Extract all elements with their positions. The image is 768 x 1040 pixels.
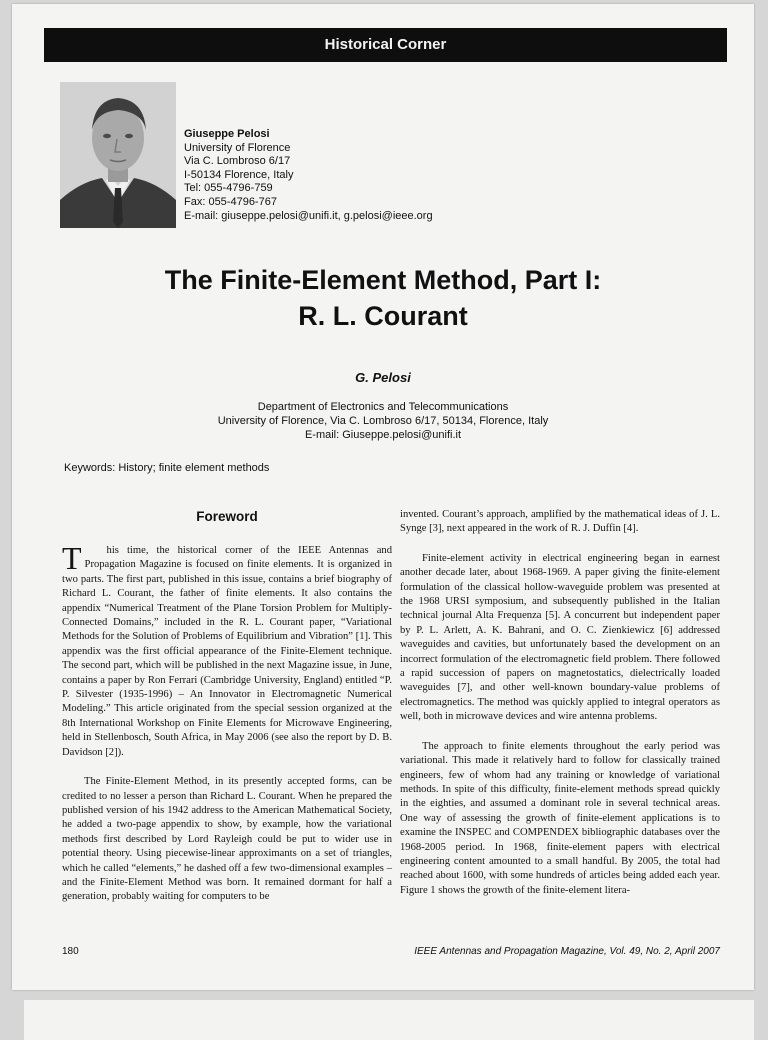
title-line-2: R. L. Courant	[298, 301, 468, 331]
article-title	[12, 262, 754, 334]
author-institution: University of Florence	[184, 141, 291, 154]
drop-cap: T	[62, 540, 82, 576]
author-street: Via C. Lombroso 6/17	[184, 155, 291, 168]
byline: G. Pelosi	[355, 370, 411, 385]
author-email: E-mail: giuseppe.pelosi@unifi.it, g.pelosi@ieee.org	[184, 209, 433, 222]
right-paragraph-2: Finite-element activity in electrical engineering began in earnest another decade later, about 1968-1969. A paper giving the finite-element formulation of the classical hollow-waveguide problem was presented at the 1968 URSI symposium, and subsequently published in the Italian technical journal Alta Frequenza [5]. A concurrent but independent paper by P. L. Arlett, A. K. Bahrani, and O. C. Zienkiewicz [6] addressed waveguides and cavities, but unfortunately based the development on an incorrect formulation of the electromagnetic field problem. There followed a rapid succession of papers on magnetostatics, dielectrically loaded waveguides [7], and other well-known boundary-value problems of electromagnetics. The method was quickly applied to integral operators as well, both in microwave devices and wire antenna problems.	[400, 552, 720, 723]
right-column	[400, 508, 720, 898]
page-number: 180	[62, 946, 79, 957]
journal-page	[12, 4, 754, 990]
author-tel: Tel: 055-4796-759	[184, 182, 273, 195]
author-name: Giuseppe Pelosi	[184, 128, 270, 140]
foreword-paragraph-1	[62, 540, 392, 760]
affiliation-dept: Department of Electronics and Telecommunications	[257, 401, 509, 413]
foreword-paragraph-2: The Finite-Element Method, in its presently accepted forms, can be credited to no lesser a person than Richard L. Courant. When he prepared the published version of his 1942 address to the American Mathematical Society, he added a two-page appendix to show, by example, how the variational methods first described by Lord Rayleigh could be put to wider use in potential theory. Using piecewise-linear approximants on a set of triangles, which he called “elements,” he dashed off a few two-dimensional examples – and the Finite-Element Method was born. It remained dormant for half a generation, probably waiting for computers to be	[62, 776, 392, 903]
affiliation	[12, 400, 754, 442]
author-fax: Fax: 055-4796-767	[184, 195, 277, 208]
affiliation-address: University of Florence, Via C. Lombroso 6/17, 50134, Florence, Italy	[217, 415, 549, 427]
author-photo	[60, 82, 176, 228]
right-paragraph-1: invented. Courant’s approach, amplified by the mathematical ideas of J. L. Synge [3], next appeared in the work of R. J. Duffin [4].	[400, 509, 720, 535]
author-contact	[184, 128, 433, 223]
affiliation-email: E-mail: Giuseppe.pelosi@unifi.it	[304, 429, 462, 441]
keywords: Keywords: History; finite element methods	[64, 462, 270, 474]
title-line-1: The Finite-Element Method, Part I:	[164, 265, 602, 295]
right-paragraph-3: The approach to finite elements throughout the early period was variational. This made it relatively hard to follow for classically trained engineers, few of whom had any training or knowledge of variational methods. In spite of this difficulty, finite-element methods spread quickly in the eighties, and assumed a dominant role in several technical areas. One way of assessing the growth of finite-element applications is to examine the INSPEC and COMPENDEX bibliographic databases over the 1968-2005 period. In 1968, finite-element papers with electrical engineering content amounted to a small handful. By 2005, the total had reached about 1600, with some hundreds of articles being added each year. Figure 1 shows the growth of the finite-element litera-	[400, 740, 720, 896]
left-column	[62, 540, 392, 905]
journal-citation: IEEE Antennas and Propagation Magazine, Vol. 49, No. 2, April 2007	[414, 946, 720, 957]
section-header: Historical Corner	[44, 28, 727, 62]
foreword-paragraph-1-text: his time, the historical corner of the IEEE Antennas and Propagation Magazine is focused on finite elements. It is organized in two parts. The first part, published in this issue, contains a brief biography of Richard L. Courant, the father of finite elements. It also contains the appendix “Numerical Treatment of the Plane Torsion Problem for Multiply-Connected Domains,” included in the R. L. Courant paper, “Variational Methods for the Solution of Problems of Equilibrium and Vibration” [1]. This appendix was the first official appearance of the Finite-Element technique. The second part, which will be published in the next Magazine issue, in June, contains a paper by Ron Ferrari (Cambridge University, England) entitled “P. P. Silvester (1935-1996) – An Innovator in Electromagnetic Numerical Modeling.” This article originated from the special session organized at the 8th International Workshop on Finite Elements for Microwave Engineering, held in Stellenbosch, South Africa, in May 2006 (see also the report by D. B. Davidson [2]).	[62, 545, 392, 758]
next-page-edge	[24, 1000, 754, 1040]
foreword-heading: Foreword	[196, 509, 258, 524]
author-city: I-50134 Florence, Italy	[184, 168, 294, 181]
